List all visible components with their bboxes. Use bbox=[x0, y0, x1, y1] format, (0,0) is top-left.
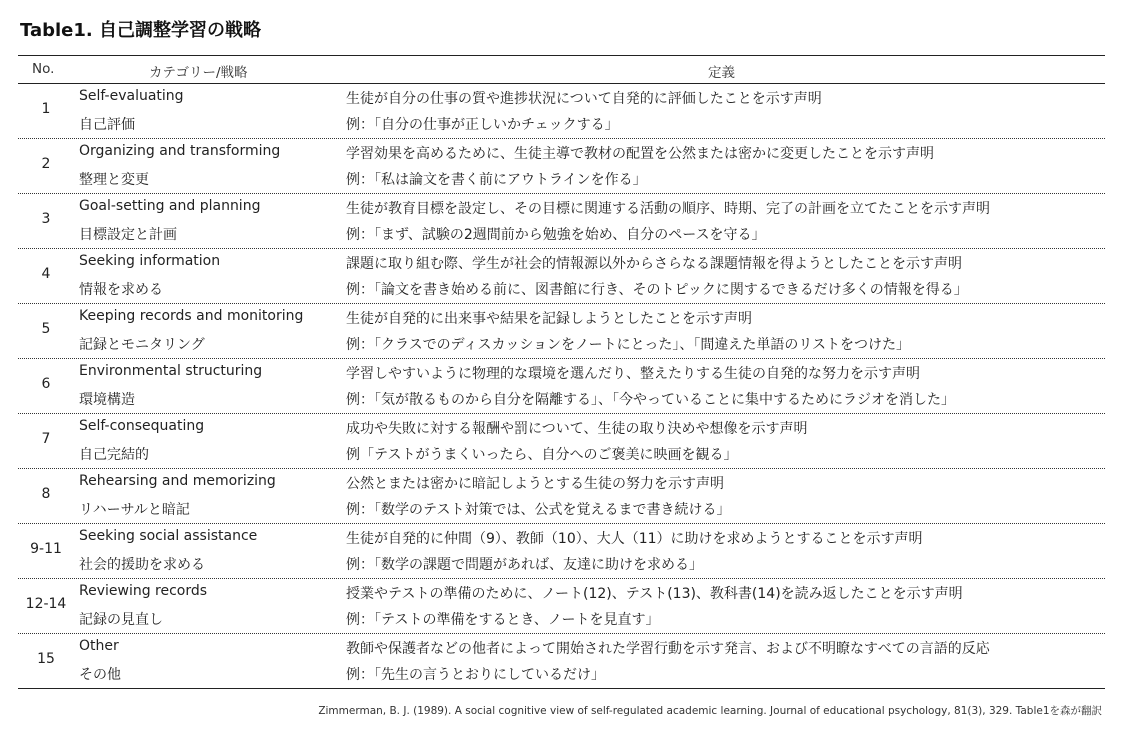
category-japanese: その他 bbox=[79, 667, 121, 683]
table-row bbox=[18, 194, 1105, 249]
row-number: 8 bbox=[41, 486, 51, 502]
category-japanese: 記録とモニタリング bbox=[79, 337, 205, 353]
category-japanese: 整理と変更 bbox=[79, 172, 149, 188]
category-english: Self-consequating bbox=[79, 418, 205, 434]
category-english: Other bbox=[79, 638, 119, 654]
category-english: Self-evaluating bbox=[79, 88, 184, 104]
category-english: Keeping records and monitoring bbox=[79, 308, 304, 324]
category-japanese: 自己評価 bbox=[79, 117, 135, 133]
row-number: 6 bbox=[41, 376, 51, 392]
category-japanese: 環境構造 bbox=[79, 392, 135, 408]
definition-example: 例：「数学の課題で問題があれば、友達に助けを求める」 bbox=[346, 557, 703, 573]
table-row bbox=[18, 524, 1105, 579]
definition-text: 生徒が教育目標を設定し、その目標に関連する活動の順序、時期、完了の計画を立てたことを示す声明 bbox=[346, 201, 990, 217]
definition-text: 成功や失敗に対する報酬や罰について、生徒の取り決めや想像を示す声明 bbox=[346, 421, 808, 437]
definition-example: 例：「自分の仕事が正しいかチェックする」 bbox=[346, 117, 619, 133]
definition-text: 公然とまたは密かに暗記しようとする生徒の努力を示す声明 bbox=[346, 476, 724, 492]
strategy-table bbox=[18, 55, 1105, 689]
citation: Zimmerman, B. J. (1989). A social cognitive view of self-regulated academic learning. Journal of educational psychology, 81(3), 329. Table1を森が翻訳 bbox=[318, 705, 1102, 717]
category-english: Seeking information bbox=[79, 253, 221, 269]
table-header bbox=[18, 56, 1105, 84]
table-row bbox=[18, 634, 1105, 688]
definition-text: 生徒が自分の仕事の質や進捗状況について自発的に評価したことを示す声明 bbox=[346, 91, 822, 107]
definition-example: 例：「テストの準備をするとき、ノートを見直す」 bbox=[346, 612, 660, 628]
row-number: 4 bbox=[41, 266, 51, 282]
table-title: Table1. 自己調整学習の戦略 bbox=[20, 20, 261, 41]
category-english: Organizing and transforming bbox=[79, 143, 281, 159]
row-number: 2 bbox=[41, 156, 51, 172]
table-row bbox=[18, 469, 1105, 524]
row-number: 1 bbox=[41, 101, 51, 117]
header-no: No. bbox=[32, 61, 55, 77]
definition-text: 学習効果を高めるために、生徒主導で教材の配置を公然または密かに変更したことを示す声明 bbox=[346, 146, 934, 162]
category-japanese: リハーサルと暗記 bbox=[79, 502, 190, 518]
row-number: 3 bbox=[41, 211, 51, 227]
definition-example: 例：「クラスでのディスカッションをノートにとった」、「間違えた単語のリストをつけた」 bbox=[346, 337, 911, 353]
category-japanese: 情報を求める bbox=[79, 282, 163, 298]
category-japanese: 記録の見直し bbox=[79, 612, 163, 628]
definition-text: 生徒が自発的に出来事や結果を記録しようとしたことを示す声明 bbox=[346, 311, 752, 327]
category-english: Environmental structuring bbox=[79, 363, 263, 379]
definition-text: 教師や保護者などの他者によって開始された学習行動を示す発言、および不明瞭なすべての言語的反応 bbox=[346, 641, 990, 657]
definition-example: 例：「私は論文を書く前にアウトラインを作る」 bbox=[346, 172, 647, 188]
definition-text: 授業やテストの準備のために、ノート(12)、テスト(13)、教科書(14)を読み返したことを示す声明 bbox=[346, 586, 963, 602]
definition-example: 例：「気が散るものから自分を隔離する」、「今やっていることに集中するためにラジオを消した」 bbox=[346, 392, 955, 408]
table-row bbox=[18, 249, 1105, 304]
category-japanese: 社会的援助を求める bbox=[79, 557, 205, 573]
category-japanese: 自己完結的 bbox=[79, 447, 149, 463]
header-definition: 定義 bbox=[708, 65, 735, 81]
table-row bbox=[18, 579, 1105, 634]
definition-example: 例「テストがうまくいったら、自分へのご褒美に映画を観る」 bbox=[346, 447, 738, 463]
row-number: 12-14 bbox=[25, 596, 67, 612]
definition-text: 学習しやすいように物理的な環境を選んだり、整えたりする生徒の自発的な努力を示す声明 bbox=[346, 366, 920, 382]
definition-text: 生徒が自発的に仲間（9）、教師（10）、大人（11）に助けを求めようとすることを示す声明 bbox=[346, 531, 923, 547]
table-row bbox=[18, 139, 1105, 194]
table-row bbox=[18, 84, 1105, 139]
row-number: 9-11 bbox=[30, 541, 62, 557]
category-english: Seeking social assistance bbox=[79, 528, 258, 544]
table-body bbox=[18, 84, 1105, 688]
definition-example: 例：「先生の言うとおりにしているだけ」 bbox=[346, 667, 605, 683]
header-category: カテゴリー/戦略 bbox=[149, 65, 248, 81]
table-row bbox=[18, 414, 1105, 469]
table-row bbox=[18, 304, 1105, 359]
category-english: Goal-setting and planning bbox=[79, 198, 261, 214]
category-japanese: 目標設定と計画 bbox=[79, 227, 177, 243]
definition-example: 例：「数学のテスト対策では、公式を覚えるまで書き続ける」 bbox=[346, 502, 731, 518]
row-number: 5 bbox=[41, 321, 51, 337]
row-number: 7 bbox=[41, 431, 51, 447]
definition-example: 例：「論文を書き始める前に、図書館に行き、そのトピックに関するできるだけ多くの情報を得る」 bbox=[346, 282, 968, 298]
row-number: 15 bbox=[37, 651, 55, 667]
category-english: Reviewing records bbox=[79, 583, 208, 599]
table-row bbox=[18, 359, 1105, 414]
definition-example: 例：「まず、試験の2週間前から勉強を始め、自分のペースを守る」 bbox=[346, 227, 766, 243]
category-english: Rehearsing and memorizing bbox=[79, 473, 276, 489]
definition-text: 課題に取り組む際、学生が社会的情報源以外からさらなる課題情報を得ようとしたことを示す声明 bbox=[346, 256, 962, 272]
